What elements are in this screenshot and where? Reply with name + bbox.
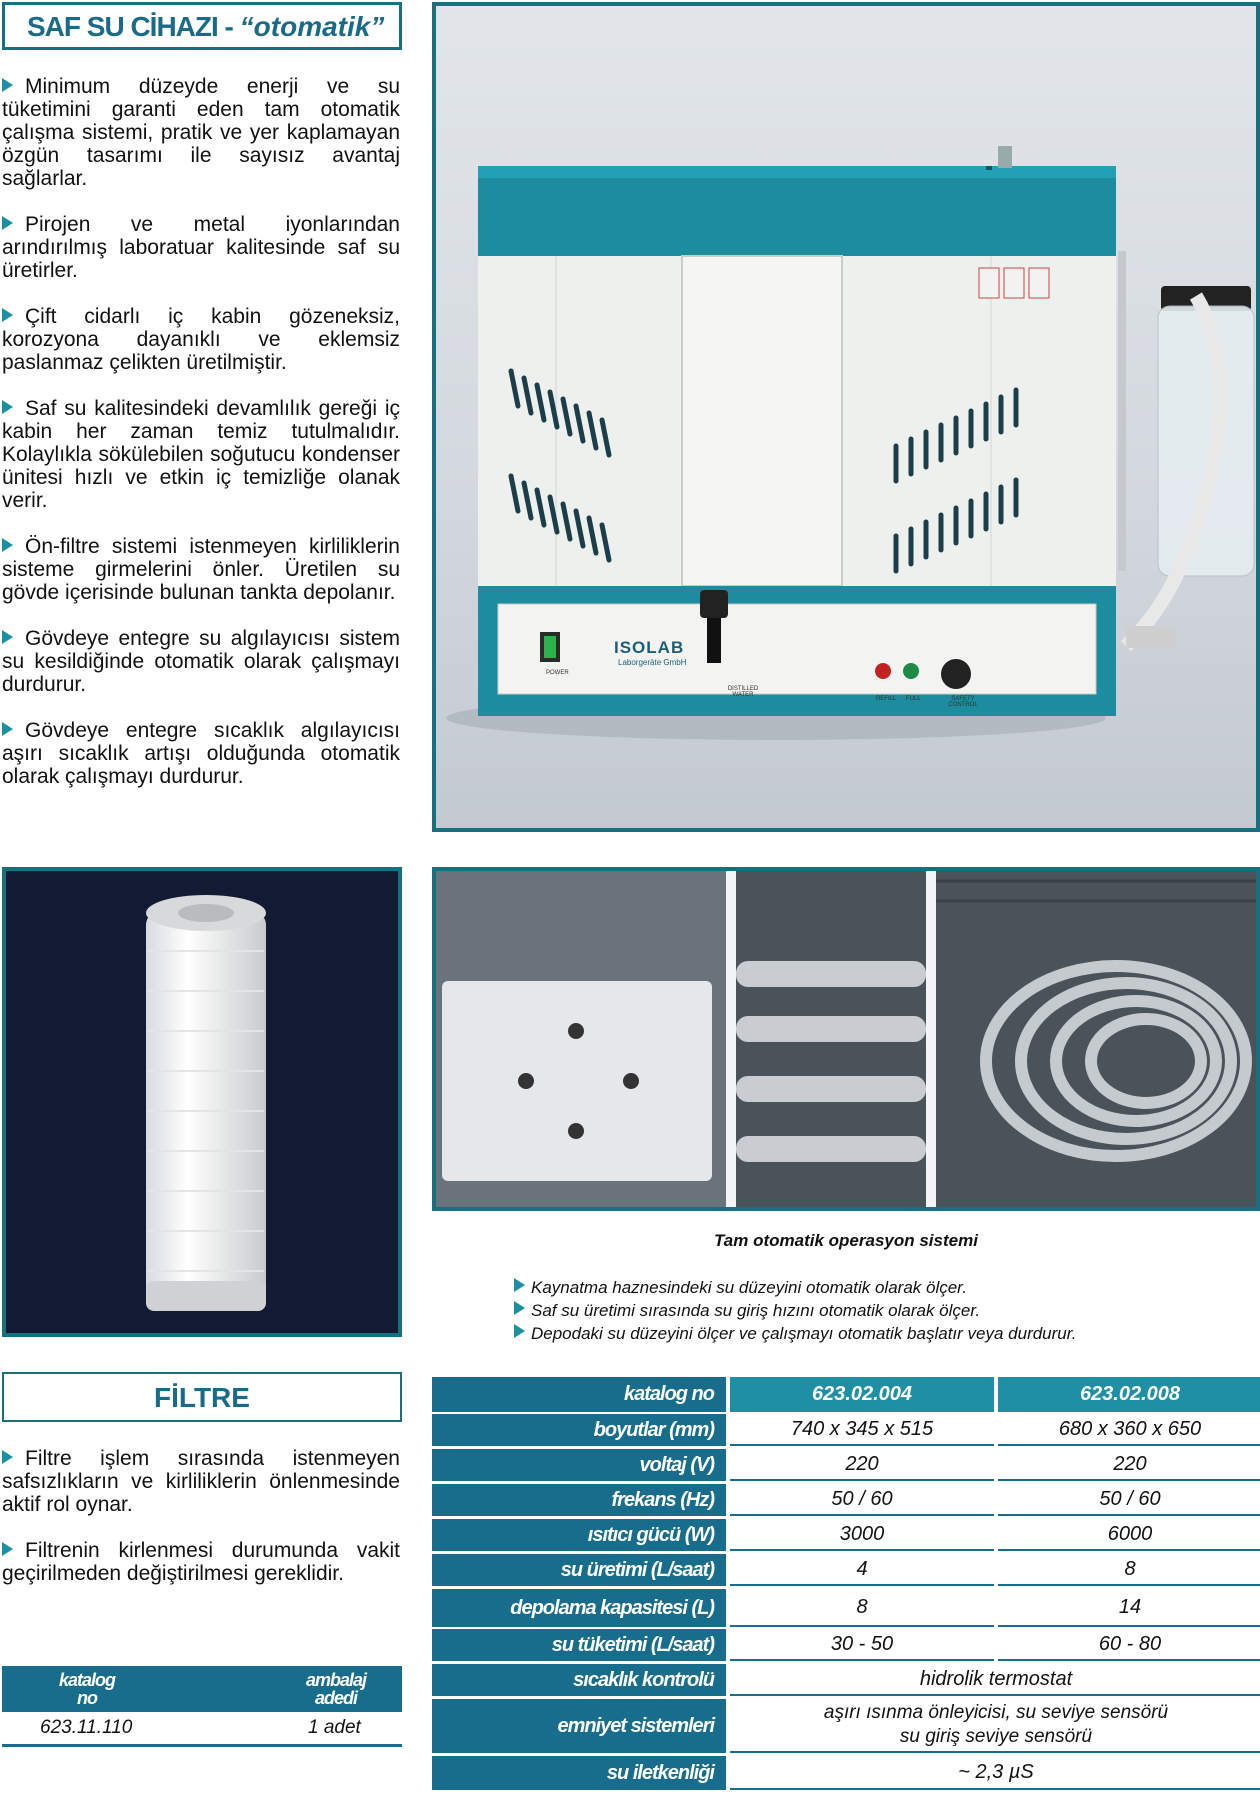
filter-col-catalog-2: no <box>77 1688 97 1708</box>
full-label: FULL <box>906 696 921 702</box>
spec-value: 3000 <box>730 1519 994 1551</box>
spec-value: hidrolik termostat <box>730 1664 1260 1696</box>
spec-value: 680 x 360 x 650 <box>998 1414 1260 1446</box>
spec-value: 30 - 50 <box>730 1629 994 1661</box>
filter-catalog-table <box>2 1666 402 1747</box>
operation-bullet: Saf su üretimi sırasında su giriş hızını otomatik olarak ölçer. <box>514 1299 1254 1322</box>
spec-value: ~ 2,3 µS <box>730 1756 1260 1790</box>
feature-item: Minimum düzeyde enerji ve su tüketimini garanti eden tam otomatik çalışma sistemi, pratik ve yer kaplamayan özgün tasarımı ile sayısız avantaj sağlarlar. <box>2 75 400 190</box>
filter-package: 1 adet <box>308 1717 361 1738</box>
spec-value: 740 x 345 x 515 <box>730 1414 994 1446</box>
filter-description <box>2 1447 400 1585</box>
spec-row <box>432 1519 1260 1551</box>
arrow-icon <box>2 722 13 736</box>
spec-value: 8 <box>998 1554 1260 1586</box>
arrow-icon <box>2 308 13 322</box>
spec-value: 220 <box>730 1449 994 1481</box>
spec-label: su üretimi (L/saat) <box>432 1554 726 1586</box>
header-title-box <box>2 2 402 50</box>
spec-label: emniyet sistemleri <box>432 1699 726 1753</box>
feature-list <box>2 75 400 811</box>
filter-paragraph: Filtre işlem sırasında istenmeyen safsızlıkların ve kirliliklerin önlenmesinde aktif rol oynar. <box>2 1447 400 1516</box>
spec-row-conductivity <box>432 1756 1260 1790</box>
operation-caption: Tam otomatik operasyon sistemi <box>714 1231 978 1250</box>
spec-value: su giriş seviye sensörü <box>899 1726 1093 1747</box>
arrow-icon <box>514 1278 525 1292</box>
spec-value: 8 <box>730 1589 994 1627</box>
feature-item: Ön-filtre sistemi istenmeyen kirliliklerin sisteme girmelerini önler. Üretilen su gövde içerisinde bulunan tankta depolanır. <box>2 535 400 604</box>
filter-photo <box>2 867 402 1337</box>
filter-table-row <box>2 1712 402 1747</box>
filter-cartridge-illustration <box>6 871 398 1333</box>
filter-title: FİLTRE <box>154 1382 250 1413</box>
interior-illustration <box>436 871 1256 1207</box>
arrow-icon <box>2 630 13 644</box>
spec-label: frekans (Hz) <box>432 1484 726 1516</box>
device-photo <box>432 2 1260 832</box>
operation-bullets <box>514 1276 1254 1345</box>
spec-row-temp <box>432 1664 1260 1696</box>
spec-row-safety <box>432 1699 1260 1753</box>
spec-value: 4 <box>730 1554 994 1586</box>
arrow-icon <box>2 1450 13 1464</box>
arrow-icon <box>2 216 13 230</box>
filter-col-package: ambalaj <box>305 1670 367 1690</box>
spec-label: sıcaklık kontrolü <box>432 1664 726 1696</box>
spec-model: 623.02.004 <box>730 1377 994 1412</box>
spec-label: katalog no <box>432 1377 726 1412</box>
arrow-icon <box>2 400 13 414</box>
spec-value: 220 <box>998 1449 1260 1481</box>
operation-bullet: Kaynatma haznesindeki su düzeyini otomatik olarak ölçer. <box>514 1276 1254 1299</box>
feature-item: Çift cidarlı iç kabin gözeneksiz, korozyona dayanıklı ve eklemsiz paslanmaz çelikten üretilmiştir. <box>2 305 400 374</box>
arrow-icon <box>514 1301 525 1315</box>
spec-row <box>432 1484 1260 1516</box>
filter-title-box <box>2 1372 402 1422</box>
interior-photo <box>432 867 1260 1211</box>
spec-row <box>432 1414 1260 1446</box>
spec-label: boyutlar (mm) <box>432 1414 726 1446</box>
spec-value: 14 <box>998 1589 1260 1627</box>
spec-header-row <box>432 1377 1260 1412</box>
spec-label: ısıtıcı gücü (W) <box>432 1519 726 1551</box>
spec-label: depolama kapasitesi (L) <box>432 1589 726 1627</box>
distiller-illustration <box>436 6 1256 828</box>
spec-label: su tüketimi (L/saat) <box>432 1629 726 1661</box>
brand-sub: Laborgeräte GmbH <box>618 658 687 667</box>
spec-row <box>432 1629 1260 1661</box>
operation-bullet: Depodaki su düzeyini ölçer ve çalışmayı otomatik başlatır veya durdurur. <box>514 1322 1254 1345</box>
distilled-label: DISTILLED WATER <box>727 686 759 698</box>
spec-row <box>432 1554 1260 1586</box>
feature-item: Gövdeye entegre sıcaklık algılayıcısı aşırı sıcaklık artışı olduğunda otomatik olarak çalışmayı durdurur. <box>2 719 400 788</box>
arrow-icon <box>2 1542 13 1556</box>
page-title: SAF SU CİHAZI - <box>27 11 240 42</box>
feature-item: Gövdeye entegre su algılayıcısı sistem su kesildiğinde otomatik olarak çalışmayı durdurur. <box>2 627 400 696</box>
filter-paragraph: Filtrenin kirlenmesi durumunda vakit geçirilmeden değiştirilmesi gereklidir. <box>2 1539 400 1585</box>
spec-row <box>432 1589 1260 1627</box>
spec-value: 60 - 80 <box>998 1629 1260 1661</box>
refill-label: REFILL <box>876 696 897 702</box>
filter-col-package-2: adedi <box>314 1688 357 1708</box>
spec-model: 623.02.008 <box>998 1377 1260 1412</box>
filter-table-header <box>2 1666 402 1712</box>
feature-item: Pirojen ve metal iyonlarından arındırılmış laboratuar kalitesinde saf su üretirler. <box>2 213 400 282</box>
arrow-icon <box>514 1324 525 1338</box>
power-label: POWER <box>546 670 569 676</box>
feature-item: Saf su kalitesindeki devamlılık gereği iç kabin her zaman temiz tutulmalıdır. Kolaylıkla sökülebilen soğutucu kondenser ünitesi hızlı ve etkin iç temizliğe olanak verir. <box>2 397 400 512</box>
spec-value: 6000 <box>998 1519 1260 1551</box>
filter-col-catalog: katalog <box>58 1670 116 1690</box>
spec-value: aşırı ısınma önleyicisi, su seviye sensörü <box>823 1702 1169 1723</box>
spec-value: 50 / 60 <box>998 1484 1260 1516</box>
page-title-italic: “otomatik” <box>239 11 385 42</box>
filter-catalog-no: 623.11.110 <box>40 1717 133 1738</box>
arrow-icon <box>2 78 13 92</box>
spec-row <box>432 1449 1260 1481</box>
safety-label: SAFETY CONTROL <box>948 696 978 708</box>
spec-label: voltaj (V) <box>432 1449 726 1481</box>
brand-logo: ISOLAB <box>614 638 685 657</box>
spec-value: 50 / 60 <box>730 1484 994 1516</box>
spec-label: su iletkenliği <box>432 1756 726 1790</box>
spec-safety-cell <box>730 1699 1260 1753</box>
arrow-icon <box>2 538 13 552</box>
